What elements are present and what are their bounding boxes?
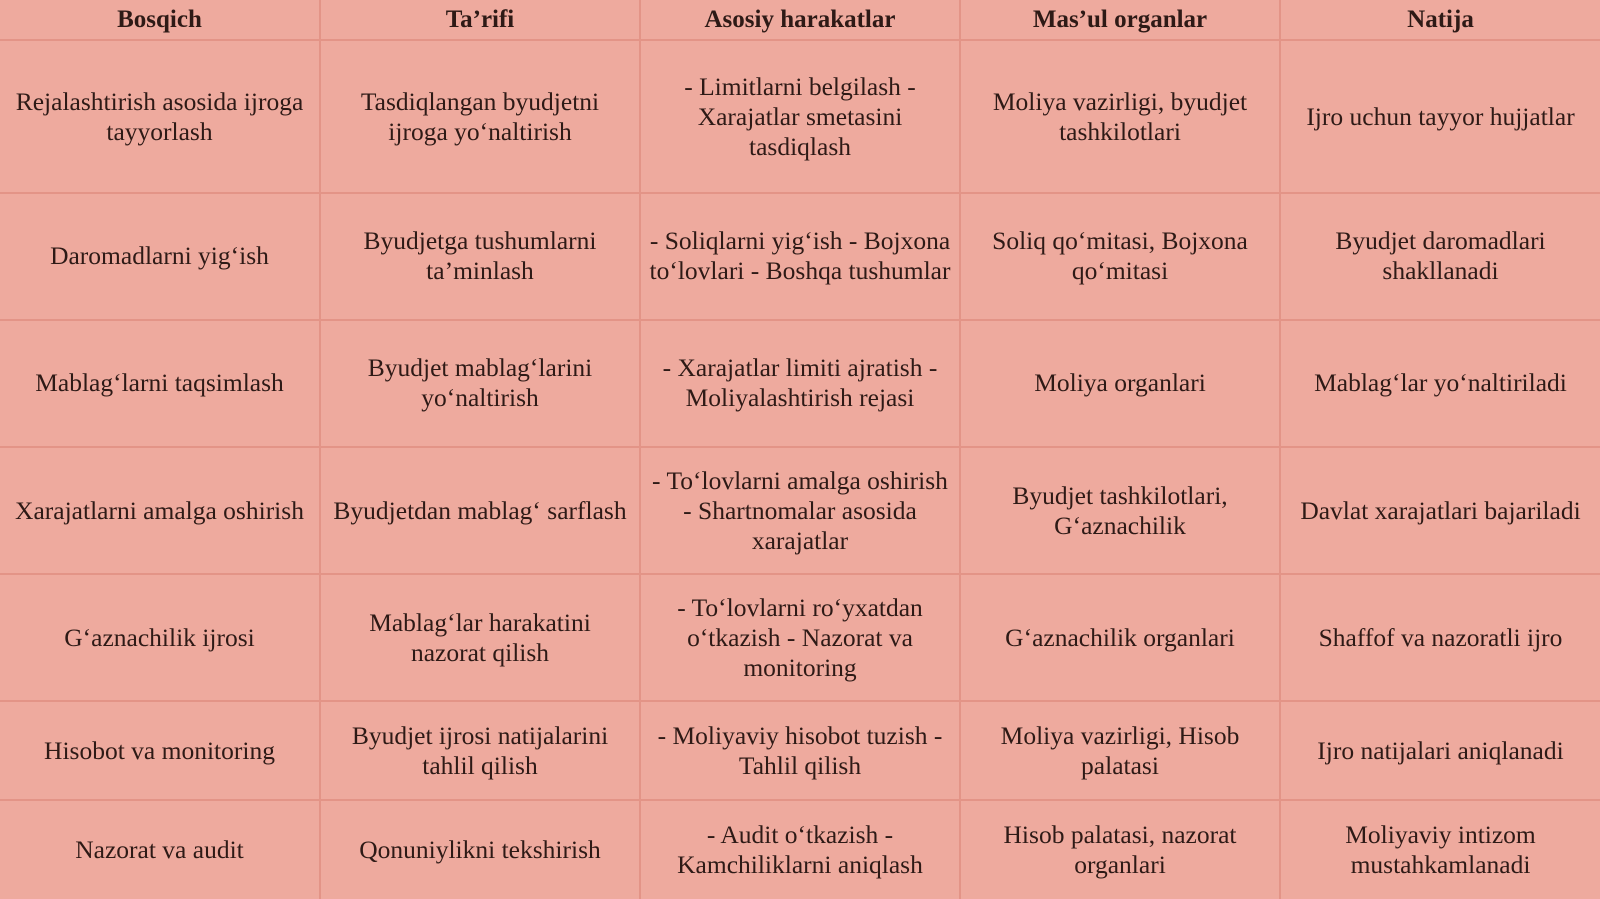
table-cell: - Audit o‘tkazish - Kamchiliklarni aniqlash: [640, 800, 960, 899]
header-cell-stage: Bosqich: [0, 0, 320, 40]
table-cell: Ijro uchun tayyor hujjatlar: [1280, 40, 1600, 193]
table-cell: Ijro natijalari aniqlanadi: [1280, 701, 1600, 799]
header-cell-result: Natija: [1280, 0, 1600, 40]
table-cell: Byudjet daromadlari shakllanadi: [1280, 193, 1600, 319]
header-row: [0, 0, 1600, 40]
table-row: [0, 574, 1600, 701]
table-cell: Rejalashtirish asosida ijroga tayyorlash: [0, 40, 320, 193]
table-cell: Mablag‘larni taqsimlash: [0, 320, 320, 447]
table-cell: Byudjet tashkilotlari, G‘aznachilik: [960, 447, 1280, 574]
table-cell: - To‘lovlarni amalga oshirish - Shartnomalar asosida xarajatlar: [640, 447, 960, 574]
table-cell: - Soliqlarni yig‘ish - Bojxona to‘lovlari - Boshqa tushumlar: [640, 193, 960, 319]
table-cell: Mablag‘lar harakatini nazorat qilish: [320, 574, 640, 701]
table-cell: Moliya organlari: [960, 320, 1280, 447]
table-cell: Daromadlarni yig‘ish: [0, 193, 320, 319]
table-row: [0, 40, 1600, 193]
table-cell: - To‘lovlarni ro‘yxatdan o‘tkazish - Nazorat va monitoring: [640, 574, 960, 701]
table-cell: G‘aznachilik ijrosi: [0, 574, 320, 701]
table-cell: Shaffof va nazoratli ijro: [1280, 574, 1600, 701]
table-cell: Nazorat va audit: [0, 800, 320, 899]
table-row: [0, 447, 1600, 574]
table-cell: Moliya vazirligi, Hisob palatasi: [960, 701, 1280, 799]
table-cell: Tasdiqlangan byudjetni ijroga yo‘naltirish: [320, 40, 640, 193]
table-cell: Xarajatlarni amalga oshirish: [0, 447, 320, 574]
table-cell: Hisob palatasi, nazorat organlari: [960, 800, 1280, 899]
table-cell: Moliya vazirligi, byudjet tashkilotlari: [960, 40, 1280, 193]
table-cell: Moliyaviy intizom mustahkamlanadi: [1280, 800, 1600, 899]
table-cell: Davlat xarajatlari bajariladi: [1280, 447, 1600, 574]
table-row: [0, 701, 1600, 799]
table-row: [0, 800, 1600, 899]
table-cell: Qonuniylikni tekshirish: [320, 800, 640, 899]
header-cell-main-actions: Asosiy harakatlar: [640, 0, 960, 40]
table-cell: Byudjet ijrosi natijalarini tahlil qilish: [320, 701, 640, 799]
table-cell: Mablag‘lar yo‘naltiriladi: [1280, 320, 1600, 447]
header-cell-responsible-bodies: Mas’ul organlar: [960, 0, 1280, 40]
table-cell: - Moliyaviy hisobot tuzish - Tahlil qilish: [640, 701, 960, 799]
table-cell: G‘aznachilik organlari: [960, 574, 1280, 701]
table-cell: - Xarajatlar limiti ajratish - Moliyalashtirish rejasi: [640, 320, 960, 447]
table-cell: Hisobot va monitoring: [0, 701, 320, 799]
table-cell: Byudjetga tushumlarni ta’minlash: [320, 193, 640, 319]
table-row: [0, 193, 1600, 319]
table-cell: Soliq qo‘mitasi, Bojxona qo‘mitasi: [960, 193, 1280, 319]
table-cell: Byudjetdan mablag‘ sarflash: [320, 447, 640, 574]
table-cell: - Limitlarni belgilash - Xarajatlar smetasini tasdiqlash: [640, 40, 960, 193]
table-cell: Byudjet mablag‘larini yo‘naltirish: [320, 320, 640, 447]
header-cell-description: Ta’rifi: [320, 0, 640, 40]
table-row: [0, 320, 1600, 447]
